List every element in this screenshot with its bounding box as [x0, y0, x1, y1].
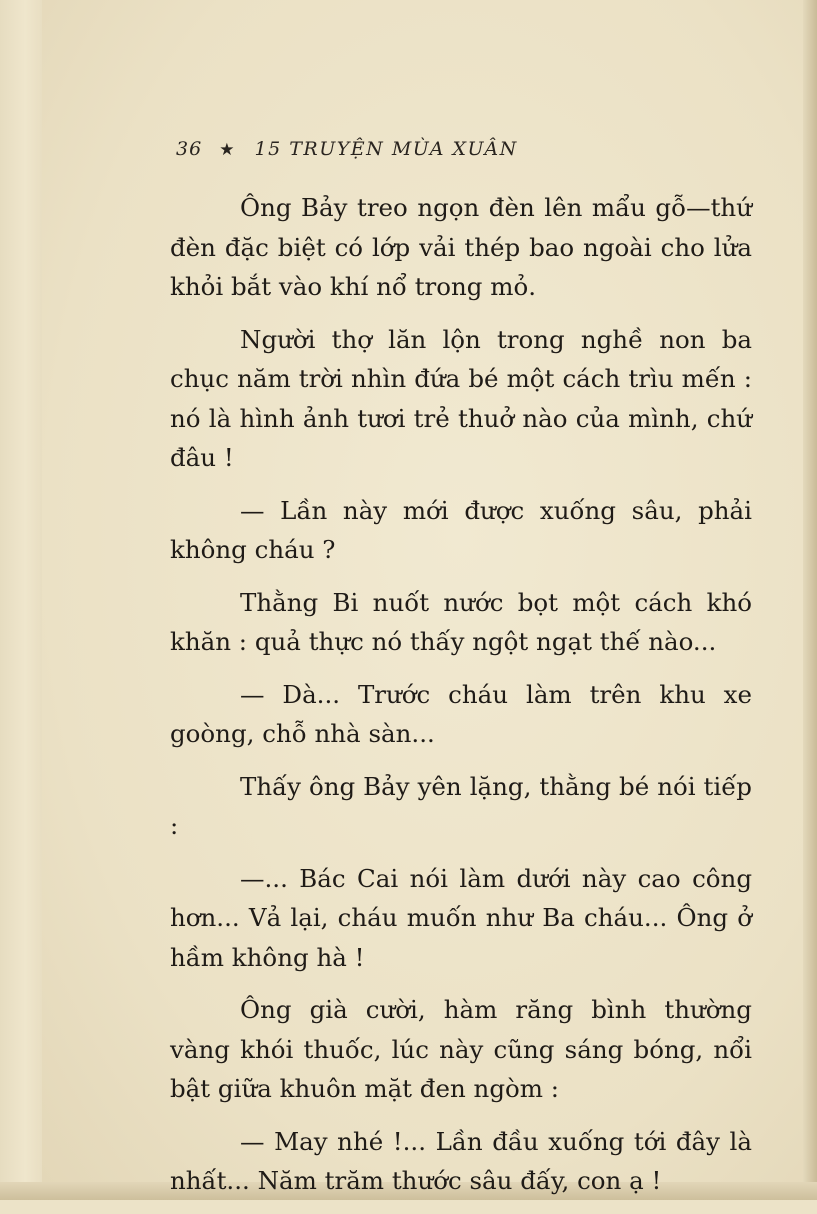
body-text — [170, 188, 752, 1214]
page-edge-right — [803, 0, 817, 1200]
paragraph: Ông Bảy treo ngọn đèn lên mẩu gỗ—thứ đèn đặc biệt có lớp vải thép bao ngoài cho lửa khỏi bắt vào khí nổ trong mỏ. — [170, 193, 752, 301]
paragraph: — Lần này mới được xuống sâu, phải không cháu ? — [170, 495, 752, 564]
running-header — [176, 138, 518, 160]
page-number: 36 — [176, 138, 203, 160]
paragraph: Thằng Bi nuốt nước bọt một cách khó khăn : quả thực nó thấy ngột ngạt thế nào... — [170, 587, 752, 656]
paragraph: Thấy ông Bảy yên lặng, thằng bé nói tiếp : — [170, 771, 752, 840]
paragraph: —... Bác Cai nói làm dưới này cao công hơn... Vả lại, cháu muốn như Ba cháu... Ông ở hầm không hà ! — [170, 863, 752, 972]
star-icon: ★ — [219, 140, 236, 160]
running-title: 15 TRUYỆN MÙA XUÂN — [254, 138, 518, 160]
paragraph: — Dà... Trước cháu làm trên khu xe goòng, chỗ nhà sàn... — [170, 679, 752, 748]
paragraph: Người thợ lăn lộn trong nghề non ba chục năm trời nhìn đứa bé một cách trìu mến : nó là hình ảnh tươi trẻ thuở nào của mình, chứ đâu ! — [170, 324, 752, 472]
book-spine-edge — [0, 0, 43, 1200]
paragraph: — May nhé !... Lần đầu xuống tới đây là nhất... Năm trăm thước sâu đấy, con ạ ! — [170, 1126, 752, 1195]
paragraph: Ông già cười, hàm răng bình thường vàng khói thuốc, lúc này cũng sáng bóng, nổi bật giữa khuôn mặt đen ngòm : — [170, 995, 752, 1103]
